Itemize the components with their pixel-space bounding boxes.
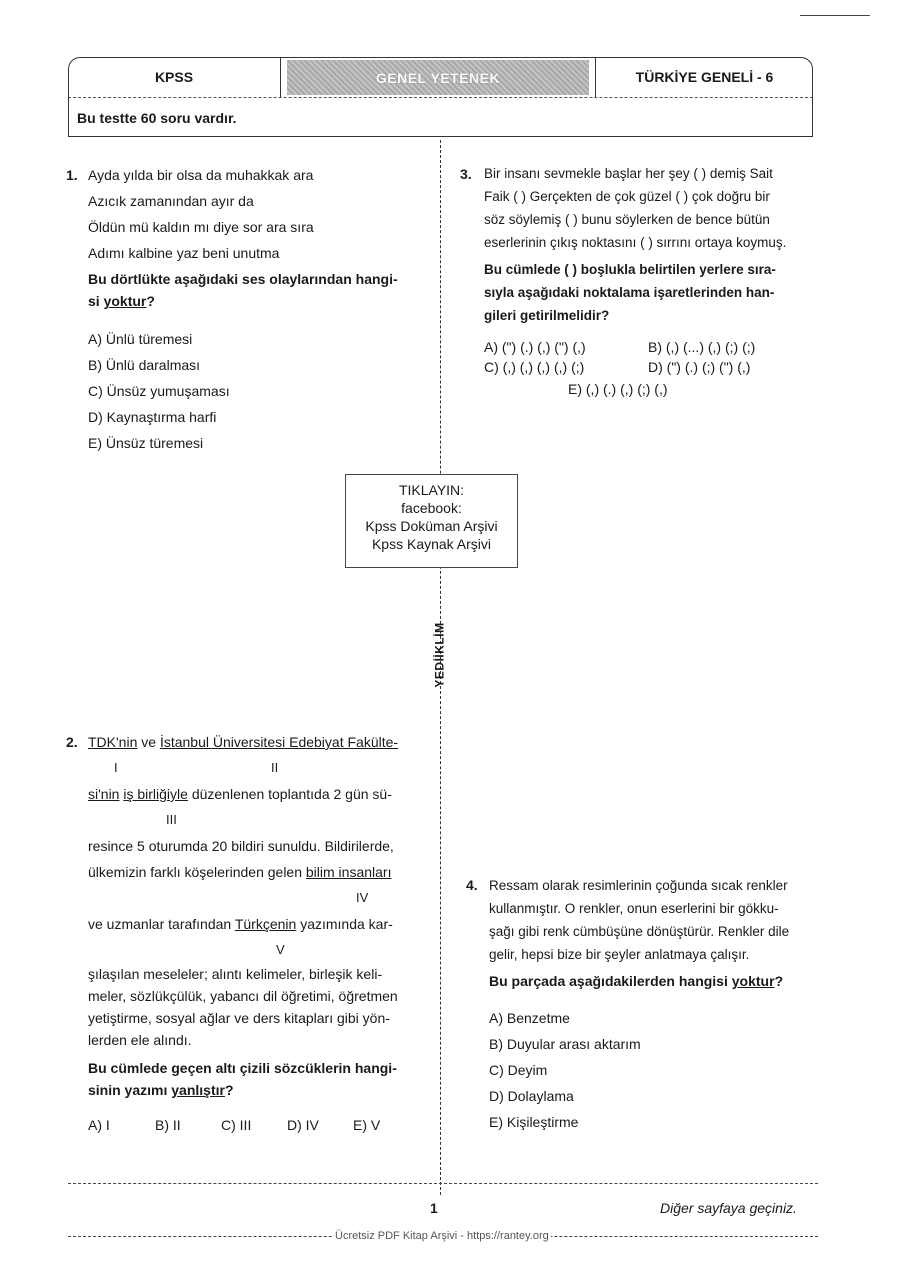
q2-option-b[interactable]: B) II — [155, 1117, 181, 1133]
q3-line: eserlerinin çıkış noktasını ( ) sırrını ortaya koymuş. — [484, 235, 787, 250]
q4-option-e[interactable]: E) Kişileştirme — [489, 1114, 579, 1130]
next-page-note: Diğer sayfaya geçiniz. — [660, 1200, 797, 1216]
q1-option-a[interactable]: A) Ünlü türemesi — [88, 331, 193, 347]
q2-line — [88, 781, 433, 807]
corner-mark — [800, 15, 870, 16]
q3-question-line: gileri getirilmelidir? — [484, 308, 610, 323]
q2-roman-row — [88, 937, 433, 963]
header-subtitle: Bu testte 60 soru vardır. — [77, 110, 237, 126]
source-link[interactable]: Ücretsiz PDF Kitap Arşivi - https://rantey.org — [335, 1230, 549, 1242]
q2-option-a[interactable]: A) I — [88, 1117, 110, 1133]
q3-line: söz söylemiş ( ) bunu söylerken de bence bütün — [484, 212, 770, 227]
q2-number: 2. — [66, 734, 78, 750]
q2-word-4: bilim insanları — [305, 864, 392, 880]
q2-roman-1: I — [114, 760, 118, 775]
promo-box[interactable] — [345, 474, 518, 568]
q3-option-e[interactable]: E) (,) (.) (,) (;) (,) — [568, 381, 668, 397]
q1-question-line — [88, 290, 428, 312]
q4-line: gelir, hepsi bize bir şeyler anlatmaya çalışır. — [489, 947, 750, 962]
q2-line: yetiştirme, sosyal ağlar ve ders kitapları gibi yön- — [88, 1010, 390, 1026]
q2-word-5: Türkçenin — [234, 916, 297, 932]
q3-option-d[interactable]: D) (") (.) (;) (") (,) — [648, 359, 751, 375]
q2-line: meler, sözlükçülük, yabancı dil öğretimi, öğretmen — [88, 988, 398, 1004]
q2-line — [88, 859, 433, 885]
q2-option-e[interactable]: E) V — [353, 1117, 381, 1133]
q2-roman-row — [88, 755, 433, 781]
q2-word-1: TDK'nin — [88, 734, 138, 750]
q1-option-d[interactable]: D) Kaynaştırma harfi — [88, 409, 217, 425]
q1-line: Adımı kalbine yaz beni unutma — [88, 245, 280, 261]
q1-stem — [88, 162, 428, 312]
q2-text: ve — [137, 734, 160, 750]
q3-number: 3. — [460, 166, 472, 182]
q4-option-b[interactable]: B) Duyular arası aktarım — [489, 1036, 641, 1052]
q1-number: 1. — [66, 167, 78, 183]
q4-number: 4. — [466, 877, 478, 893]
q1-question — [88, 268, 428, 312]
q2-roman-2: II — [271, 760, 279, 775]
q2-stem — [88, 729, 433, 1101]
q3-question-line: Bu cümlede ( ) boşlukla belirtilen yerlere sıra- — [484, 262, 776, 277]
q2-line — [88, 911, 433, 937]
q2-question-text: sinin yazımı — [88, 1082, 172, 1098]
q1-line: Ayda yılda bir olsa da muhakkak ara — [88, 167, 314, 183]
q1-question-line: Bu dörtlükte aşağıdaki ses olaylarından hangi- — [88, 271, 398, 287]
q3-question — [484, 258, 819, 327]
q2-text: ülkemizin farklı köşelerinden gelen — [88, 864, 306, 880]
q4-question — [489, 970, 819, 993]
q2-line-block — [88, 963, 433, 1051]
q3-option-a[interactable]: A) (") (.) (,) (") (,) — [484, 339, 586, 355]
q2-line: resince 5 oturumda 20 bildiri sunuldu. Bildirilerde, — [88, 838, 394, 854]
promo-line: Kpss Kaynak Arşivi — [371, 536, 492, 552]
publisher-brand-text: YEDİİKLİM — [433, 622, 448, 688]
q2-word-2b: si'nin — [88, 786, 120, 802]
header-section-title: GENEL YETENEK — [287, 60, 589, 95]
q1-question-text: si — [88, 293, 104, 309]
page-number: 1 — [430, 1200, 438, 1216]
q4-question-emphasis: yoktur — [731, 973, 775, 989]
q1-line: Öldün mü kaldın mı diye sor ara sıra — [88, 219, 314, 235]
q4-question-text: Bu parçada aşağıdakilerden hangisi — [489, 973, 732, 989]
q2-word-3: iş birliğiyle — [123, 786, 188, 802]
q2-text: düzenlenen toplantıda 2 gün sü- — [187, 786, 392, 802]
q2-line — [88, 729, 433, 755]
header-exam-name: KPSS — [154, 69, 194, 85]
q4-line: Ressam olarak resimlerinin çoğunda sıcak renkler — [489, 878, 788, 893]
q2-question — [88, 1057, 433, 1101]
q2-question-line — [88, 1079, 433, 1101]
q3-line: Bir insanı sevmekle başlar her şey ( ) demiş Sait — [484, 166, 773, 181]
q4-stem — [489, 874, 819, 993]
q3-line: Faik ( ) Gerçekten de çok güzel ( ) çok doğru bir — [484, 189, 770, 204]
q2-roman-5: V — [276, 942, 285, 957]
q3-option-c[interactable]: C) (,) (,) (,) (,) (;) — [484, 359, 585, 375]
q1-options — [88, 326, 230, 456]
q3-question-line: sıyla aşağıdaki noktalama işaretlerinden han- — [484, 285, 775, 300]
q2-question-mark: ? — [224, 1082, 234, 1098]
q2-option-d[interactable]: D) IV — [287, 1117, 319, 1133]
q2-line: lerden ele alındı. — [88, 1032, 192, 1048]
q3-option-b[interactable]: B) (,) (...) (,) (;) (;) — [648, 339, 756, 355]
q2-roman-3: III — [166, 812, 177, 827]
publisher-brand — [430, 615, 450, 695]
q4-question-mark: ? — [774, 973, 784, 989]
header-divider — [280, 58, 281, 97]
q2-word-2: İstanbul Üniversitesi Edebiyat Fakülte- — [159, 734, 399, 750]
q2-question-emphasis: yanlıştır — [171, 1082, 225, 1098]
q2-roman-4: IV — [356, 890, 369, 905]
q1-option-e[interactable]: E) Ünsüz türemesi — [88, 435, 204, 451]
q2-roman-row — [88, 807, 433, 833]
q1-option-c[interactable]: C) Ünsüz yumuşaması — [88, 383, 230, 399]
q4-line: kullanmıştır. O renkler, onun eserlerini bir gökku- — [489, 901, 779, 916]
promo-line: Kpss Doküman Arşivi — [365, 518, 498, 534]
q1-line: Azıcık zamanından ayır da — [88, 193, 254, 209]
q2-question-line: Bu cümlede geçen altı çizili sözcüklerin hangi- — [88, 1060, 397, 1076]
q2-roman-row — [88, 885, 433, 911]
q4-options — [489, 1005, 641, 1135]
q2-line: şılaşılan meseleler; alıntı kelimeler, birleşik keli- — [88, 966, 383, 982]
footer-divider — [68, 1183, 818, 1184]
q1-question-mark: ? — [146, 293, 155, 309]
q4-line: şağı gibi renk cümbüşüne dönüştürür. Renkler dile — [489, 924, 790, 939]
q3-stem — [484, 162, 819, 327]
q4-option-a[interactable]: A) Benzetme — [489, 1010, 570, 1026]
promo-line: TIKLAYIN: — [398, 482, 465, 498]
q2-option-c[interactable]: C) III — [221, 1117, 252, 1133]
q1-question-emphasis: yoktur — [103, 293, 147, 309]
header-exam-edition: TÜRKİYE GENELİ - 6 — [635, 69, 774, 85]
q2-text: yazımında kar- — [296, 916, 393, 932]
q4-option-c[interactable]: C) Deyim — [489, 1062, 548, 1078]
q2-text: ve uzmanlar tarafından — [88, 916, 235, 932]
q4-option-d[interactable]: D) Dolaylama — [489, 1088, 574, 1104]
q1-option-b[interactable]: B) Ünlü daralması — [88, 357, 201, 373]
promo-line: facebook: — [401, 500, 462, 516]
